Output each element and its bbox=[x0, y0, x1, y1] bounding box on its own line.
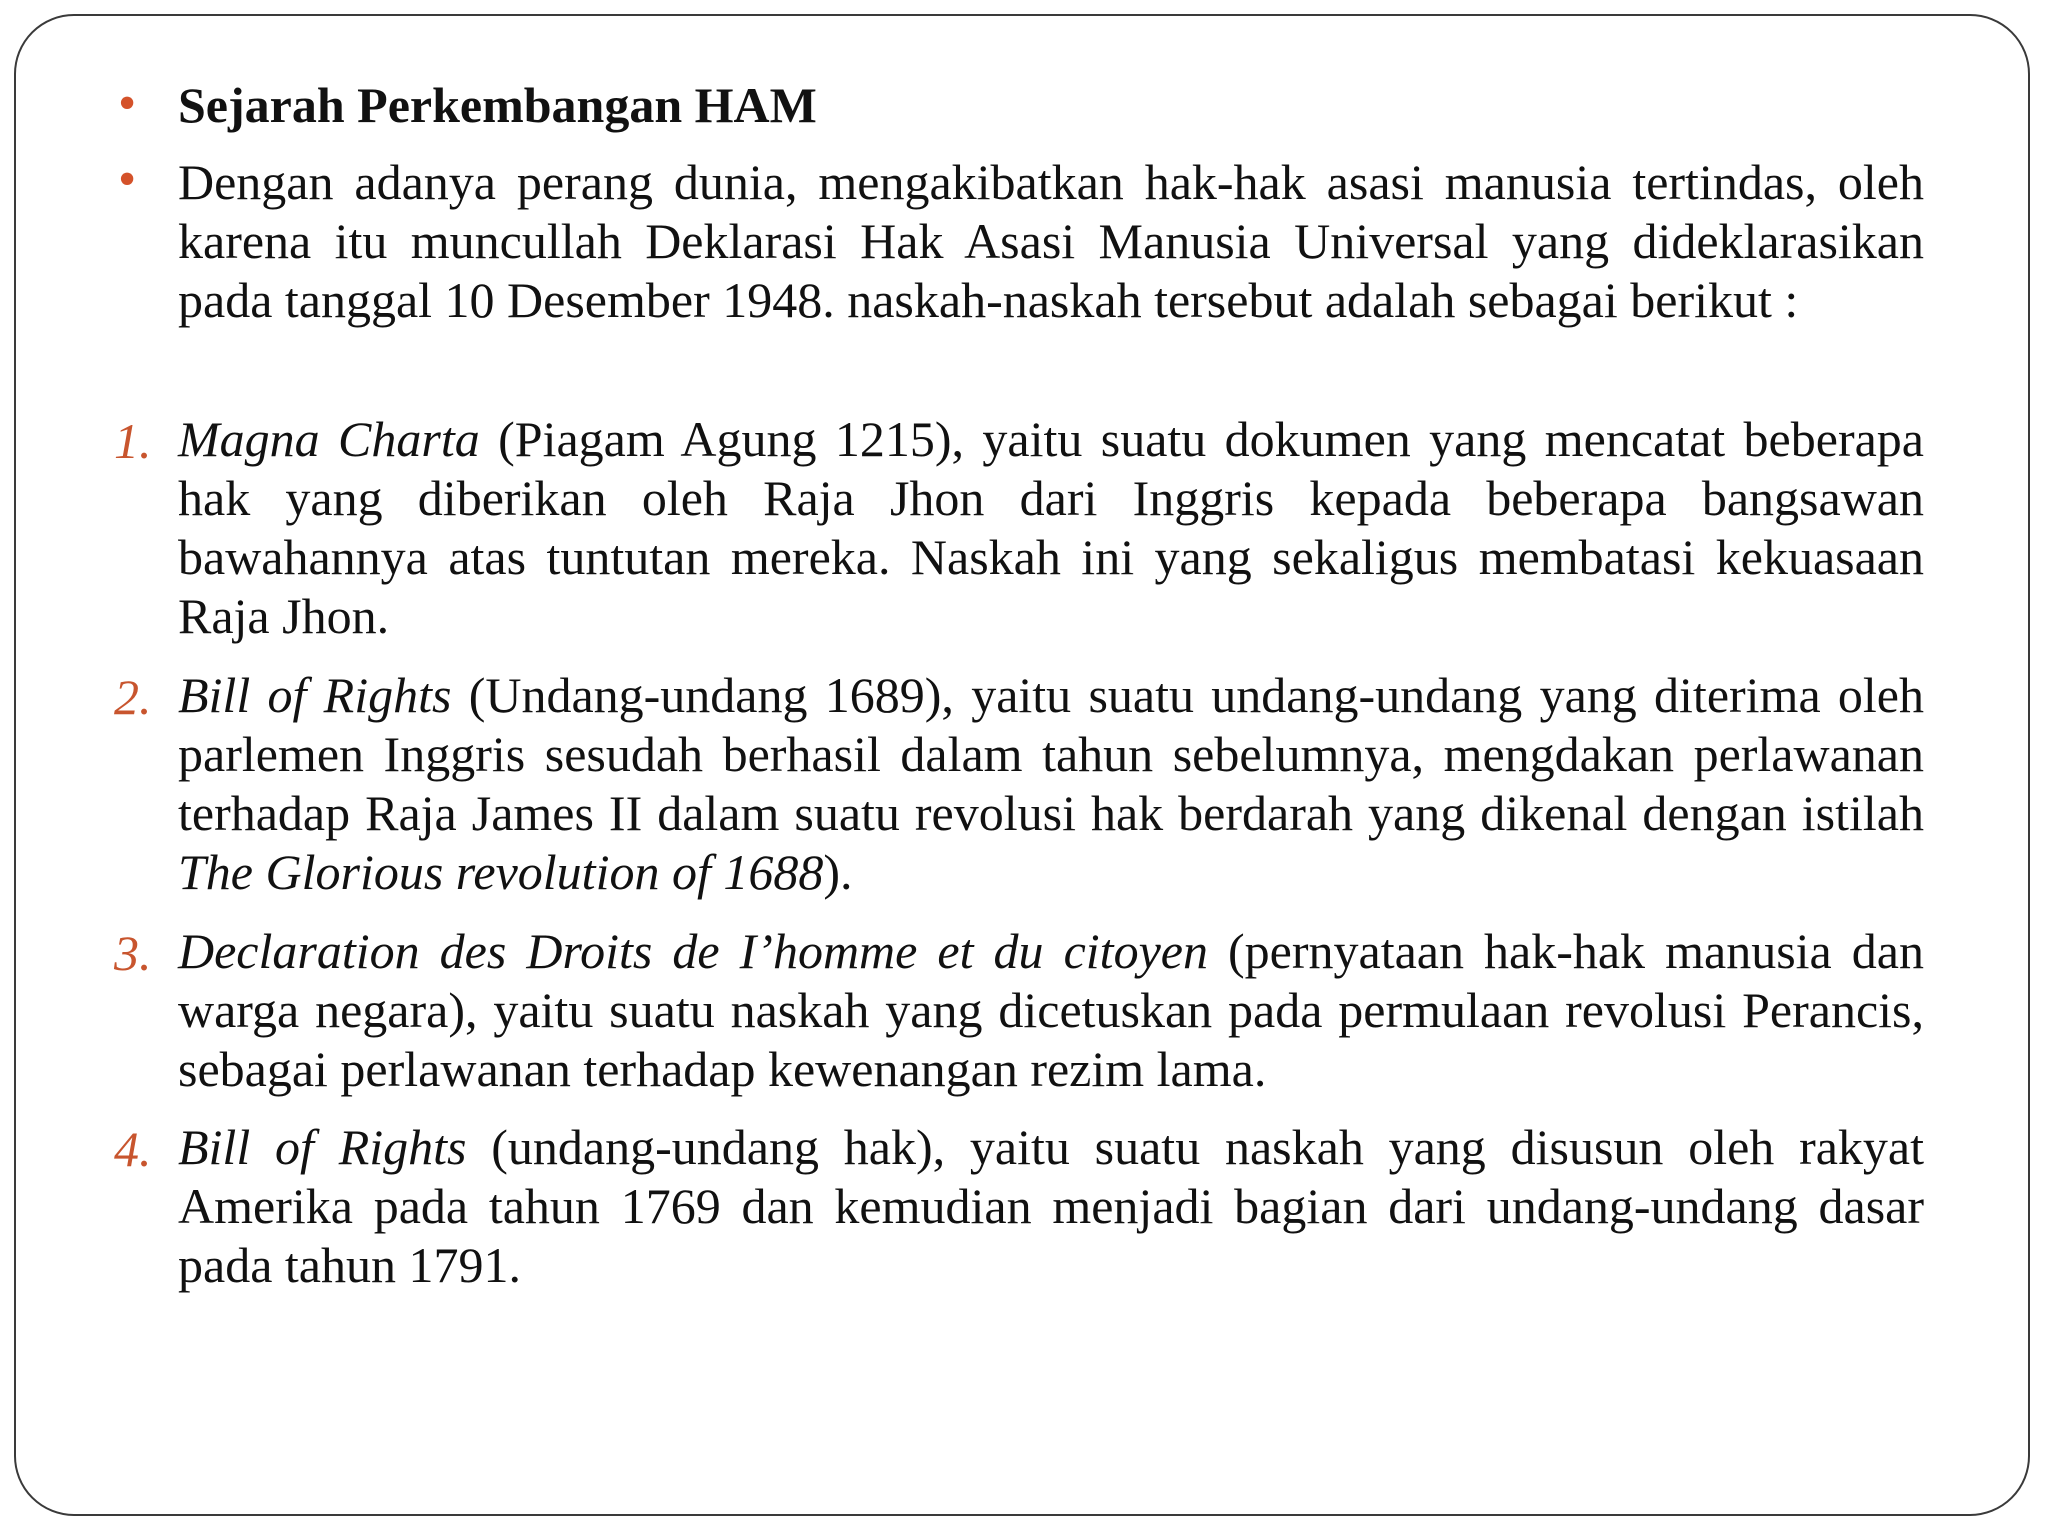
item-title: Declaration des Droits de I’homme et du citoyen bbox=[178, 923, 1208, 979]
list-item-bill-of-rights-america bbox=[178, 1118, 1924, 1295]
item-text: (Piagam Agung 1215), yaitu suatu dokumen yang mencatat beberapa hak yang diberikan oleh Raja Jhon dari Inggris kepada beberapa bangsawan bawahannya atas tuntutan mereka. Naskah ini yang sekaligus membatasi kekuasaan Raja Jhon. bbox=[178, 411, 1924, 644]
item-title: Bill of Rights bbox=[178, 1119, 467, 1175]
item-title: Bill of Rights bbox=[178, 667, 452, 723]
list-number: 4. bbox=[114, 1121, 152, 1177]
item-emphasis: The Glorious revolution of 1688 bbox=[178, 844, 824, 900]
list-item-declaration bbox=[178, 922, 1924, 1099]
item-text: (Undang-undang 1689), yaitu suatu undang-undang yang diterima oleh parlemen Inggris sesudah berhasil dalam tahun sebelumnya, mengdakan perlawanan terhadap Raja James II dalam suatu revolusi hak berdarah yang dikenal dengan istilah bbox=[178, 667, 1924, 841]
intro-paragraph: Dengan adanya perang dunia, mengakibatkan hak-hak asasi manusia tertindas, oleh karena itu muncullah Deklarasi Hak Asasi Manusia Universal yang dideklarasikan pada tanggal 10 Desember 1948. naskah-naskah tersebut adalah sebagai berikut : bbox=[178, 154, 1924, 328]
list-number: 3. bbox=[114, 925, 152, 981]
list-item-magna-charta bbox=[178, 410, 1924, 646]
bullet-dot-icon: • bbox=[118, 75, 137, 132]
list-number: 1. bbox=[114, 413, 152, 469]
list-number: 2. bbox=[114, 669, 152, 725]
list-item-bill-of-rights-1689 bbox=[178, 666, 1924, 902]
item-tail: ). bbox=[823, 844, 853, 900]
item-title: Magna Charta bbox=[178, 411, 480, 467]
section-heading: Sejarah Perkembangan HAM bbox=[178, 77, 817, 133]
bullet-dot-icon: • bbox=[118, 151, 137, 208]
item-text: (undang-undang hak), yaitu suatu naskah yang disusun oleh rakyat Amerika pada tahun 1769 dan kemudian menjadi bagian dari undang-undang dasar pada tahun 1791. bbox=[178, 1119, 1924, 1293]
item-text: (pernyataan hak-hak manusia dan warga negara), yaitu suatu naskah yang dicetuskan pada permulaan revolusi Perancis, sebagai perlawanan terhadap kewenangan rezim lama. bbox=[178, 923, 1924, 1097]
